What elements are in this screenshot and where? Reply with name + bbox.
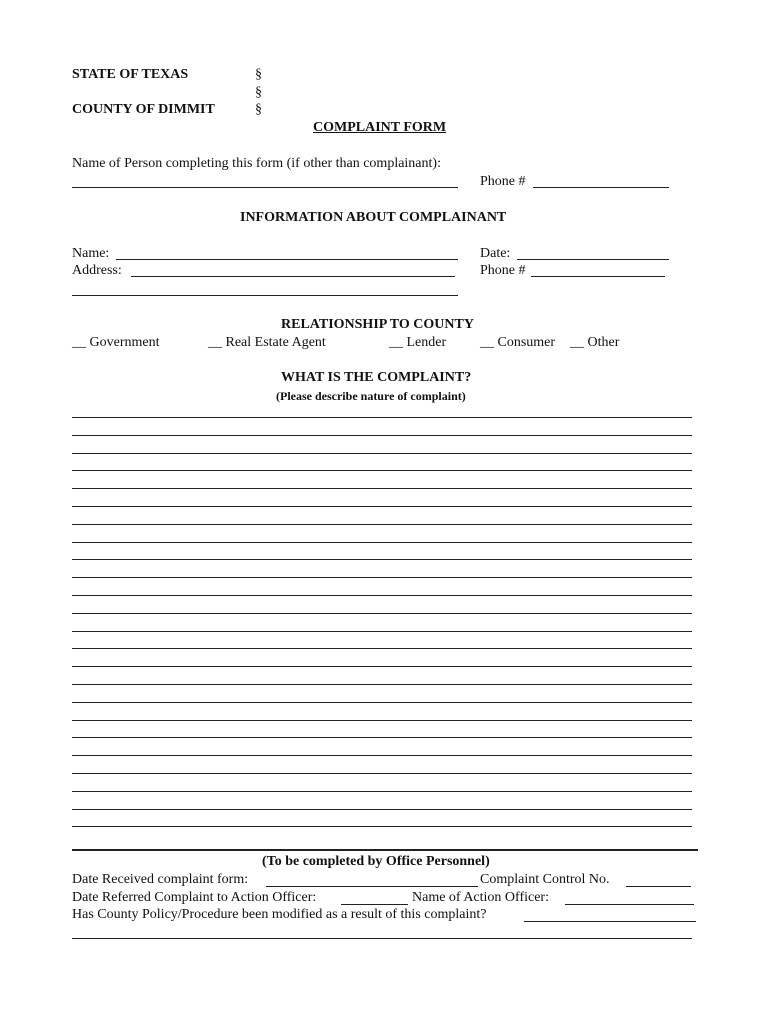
date-referred-field[interactable] [341, 904, 408, 905]
policy-answer-field[interactable] [524, 921, 696, 922]
completer-phone-label: Phone # [480, 174, 526, 189]
complaint-line[interactable] [72, 506, 692, 507]
date-field[interactable] [517, 259, 669, 260]
complaint-line[interactable] [72, 524, 692, 525]
state-label: STATE OF TEXAS [72, 67, 189, 82]
name-label: Name: [72, 246, 110, 261]
office-heading: (To be completed by Office Personnel) [262, 854, 490, 869]
complaint-line[interactable] [72, 648, 692, 649]
completer-name-field[interactable] [72, 187, 458, 188]
complaint-line[interactable] [72, 791, 692, 792]
complaint-line[interactable] [72, 613, 692, 614]
date-received-label: Date Received complaint form: [72, 872, 249, 887]
date-received-field[interactable] [266, 886, 478, 887]
completer-phone-field[interactable] [533, 187, 669, 188]
action-officer-field[interactable] [565, 904, 694, 905]
address-label: Address: [72, 263, 122, 278]
action-officer-label: Name of Action Officer: [412, 890, 549, 905]
policy-answer-field-line-2[interactable] [72, 938, 692, 939]
complaint-line[interactable] [72, 453, 692, 454]
complaint-line[interactable] [72, 737, 692, 738]
option-lender[interactable]: __ Lender [389, 335, 447, 350]
name-field[interactable] [116, 259, 458, 260]
office-section-divider [72, 849, 698, 851]
section-symbol-1: § [255, 67, 262, 82]
policy-question: Has County Policy/Procedure been modified as a result of this complaint? [72, 907, 487, 922]
complaint-line[interactable] [72, 720, 692, 721]
date-label: Date: [480, 246, 511, 261]
complaint-line[interactable] [72, 773, 692, 774]
section-symbol-3: § [255, 102, 262, 117]
completer-label: Name of Person completing this form (if other than complainant): [72, 156, 441, 171]
county-label: COUNTY OF DIMMIT [72, 102, 215, 117]
complaint-heading: WHAT IS THE COMPLAINT? [281, 370, 472, 385]
complaint-line[interactable] [72, 684, 692, 685]
relationship-heading: RELATIONSHIP TO COUNTY [281, 317, 474, 332]
complaint-line[interactable] [72, 488, 692, 489]
complaint-line[interactable] [72, 542, 692, 543]
complaint-line[interactable] [72, 417, 692, 418]
complaint-line[interactable] [72, 470, 692, 471]
complainant-heading: INFORMATION ABOUT COMPLAINANT [240, 210, 507, 225]
control-no-label: Complaint Control No. [480, 872, 610, 887]
complaint-line[interactable] [72, 666, 692, 667]
complainant-phone-field[interactable] [531, 276, 665, 277]
control-no-field[interactable] [626, 886, 691, 887]
complaint-line[interactable] [72, 595, 692, 596]
complaint-line[interactable] [72, 702, 692, 703]
option-government[interactable]: __ Government [72, 335, 160, 350]
complaint-line[interactable] [72, 559, 692, 560]
option-consumer[interactable]: __ Consumer [480, 335, 556, 350]
complaint-subheading: (Please describe nature of complaint) [276, 389, 466, 403]
address-field[interactable] [131, 276, 455, 277]
date-referred-label: Date Referred Complaint to Action Officer: [72, 890, 317, 905]
complaint-line[interactable] [72, 435, 692, 436]
option-real-estate-agent[interactable]: __ Real Estate Agent [208, 335, 326, 350]
complaint-line[interactable] [72, 755, 692, 756]
option-other[interactable]: __ Other [570, 335, 620, 350]
section-symbol-2: § [255, 85, 262, 100]
complaint-line[interactable] [72, 809, 692, 810]
form-title: COMPLAINT FORM [313, 120, 447, 135]
address-field-line-2[interactable] [72, 295, 458, 296]
complainant-phone-label: Phone # [480, 263, 526, 278]
complaint-line[interactable] [72, 631, 692, 632]
complaint-line[interactable] [72, 826, 692, 827]
complaint-line[interactable] [72, 577, 692, 578]
